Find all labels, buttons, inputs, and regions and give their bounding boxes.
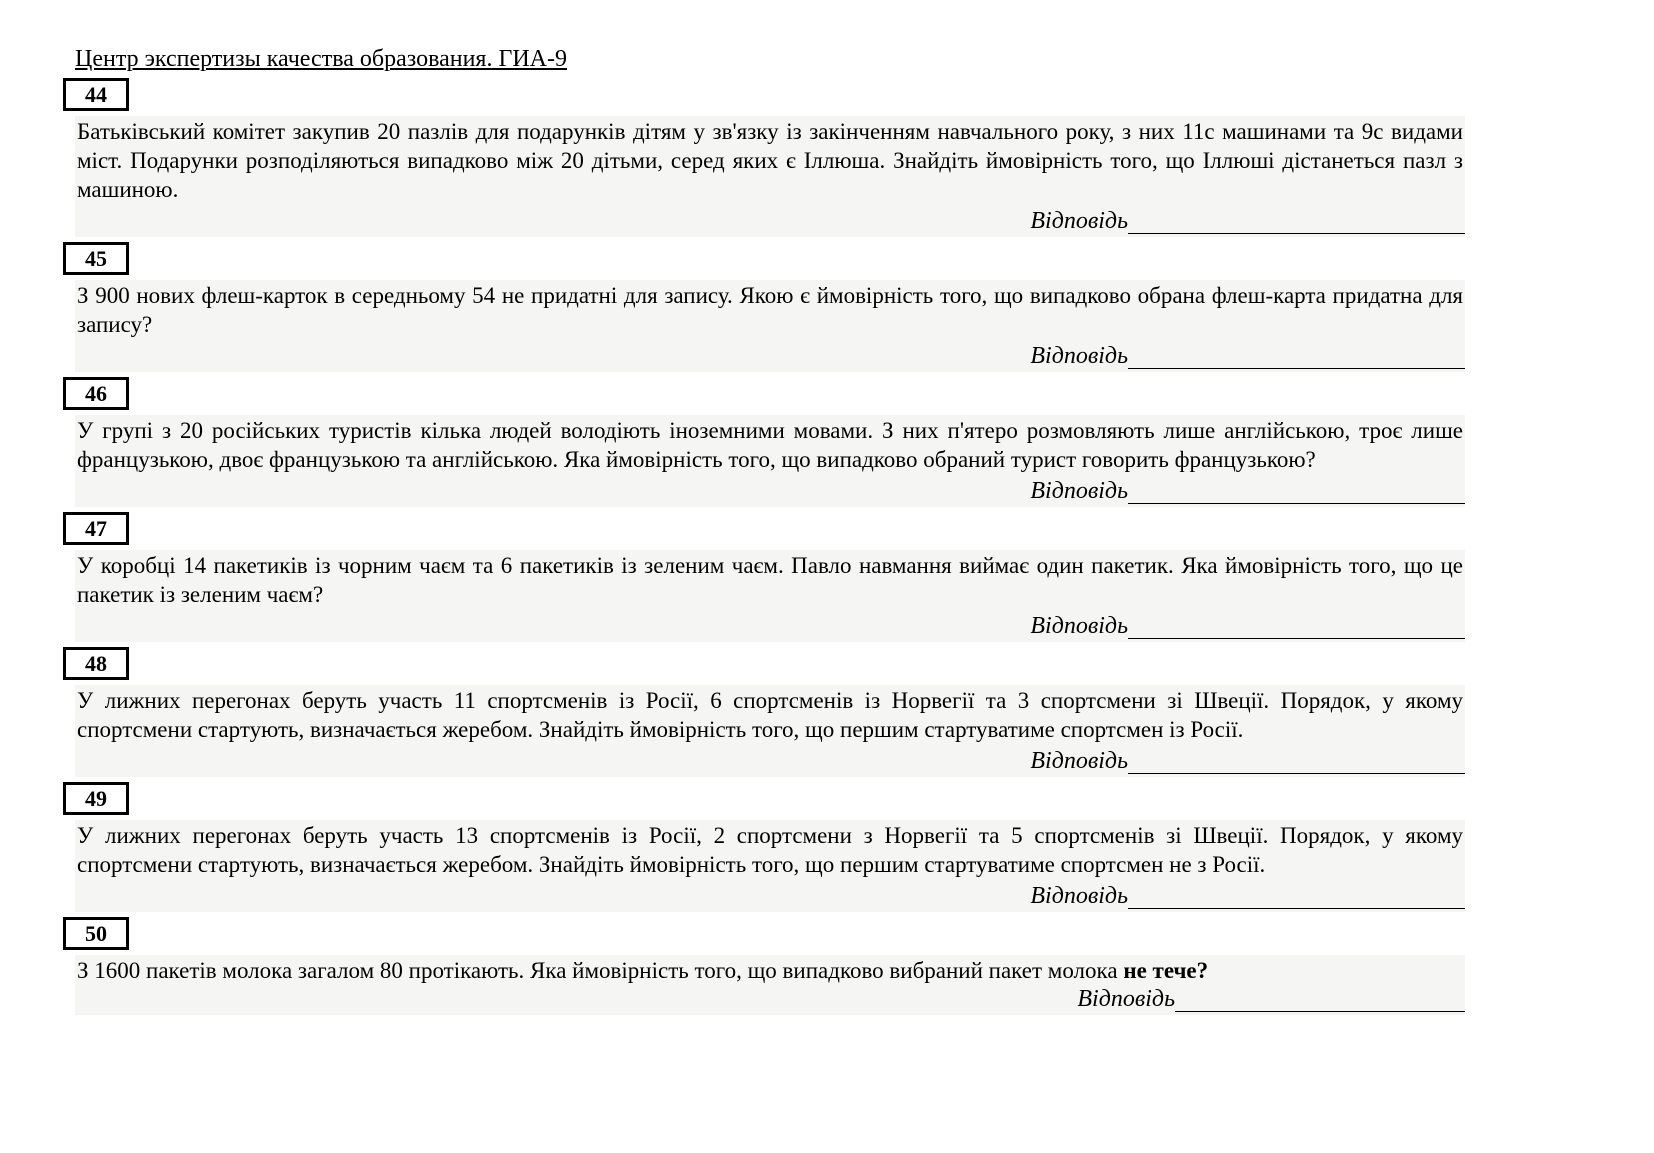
answer-label: Відповідь <box>1030 208 1128 234</box>
problem-text <box>75 280 1465 339</box>
problem-text-main: З 1600 пакетів молока загалом 80 протікають. Яка ймовірність того, що випадково вибраний пакет молока <box>77 958 1124 983</box>
problem-number: 46 <box>85 380 107 406</box>
answer-blank-line <box>1128 747 1465 774</box>
problem-44 <box>75 78 1465 237</box>
answer-row <box>75 879 1465 912</box>
problem-number: 45 <box>85 245 107 271</box>
problem-number: 50 <box>85 920 107 946</box>
problem-text <box>75 955 1465 985</box>
problem-number: 47 <box>85 515 107 541</box>
problem-text-main: У коробці 14 пакетиків із чорним чаєм та 6 пакетиків із зеленим чаєм. Павло навмання виймає один пакетик. Яка ймовірність того, що це пакетик із зеленим чаєм? <box>77 553 1463 607</box>
problem-text-main: Батьківський комітет закупив 20 пазлів для подарунків дітям у зв'язку із закінченням навчального року, з них 11с машинами та 9с видами міст. Подарунки розподіляються випадково між 20 дітьми, серед яких є Іллюша. Знайдіть ймовірність того, що Іллюші дістанеться пазл з машиною. <box>77 119 1463 202</box>
problem-body <box>75 415 1465 507</box>
problem-text-main: У лижних перегонах беруть участь 11 спортсменів із Росії, 6 спортсменів із Норвегії та 3 спортсмени зі Швеції. Порядок, у якому спортсмени стартують, визначається жеребом. Знайдіть ймовірність того, що першим стартуватиме спортсмен із Росії. <box>77 688 1463 742</box>
answer-blank-line <box>1128 207 1465 234</box>
problem-body <box>75 685 1465 777</box>
problem-46 <box>75 377 1465 507</box>
problem-body <box>75 280 1465 372</box>
problem-49 <box>75 782 1465 912</box>
problem-number-box <box>63 782 129 815</box>
answer-blank-line <box>1175 985 1465 1012</box>
problem-45 <box>75 242 1465 372</box>
problem-text <box>75 116 1465 204</box>
answer-row <box>75 474 1465 507</box>
problem-text <box>75 415 1465 474</box>
problem-text-main: З 900 нових флеш-карток в середньому 54 не придатні для запису. Якою є ймовірність того, що випадково обрана флеш-карта придатна для запису? <box>77 283 1463 337</box>
problem-body <box>75 550 1465 642</box>
problem-text <box>75 820 1465 879</box>
problem-body <box>75 116 1465 237</box>
document-header: Центр экспертизы качества образования. ГИА-9 <box>75 46 567 72</box>
problem-number: 49 <box>85 785 107 811</box>
answer-label: Відповідь <box>1030 883 1128 909</box>
answer-label: Відповідь <box>1077 986 1175 1012</box>
problem-number-box <box>63 917 129 950</box>
problem-47 <box>75 512 1465 642</box>
answer-label: Відповідь <box>1030 748 1128 774</box>
answer-row <box>75 339 1465 372</box>
answer-blank-line <box>1128 477 1465 504</box>
answer-label: Відповідь <box>1030 613 1128 639</box>
answer-label: Відповідь <box>1030 343 1128 369</box>
answer-blank-line <box>1128 342 1465 369</box>
problem-number-box <box>63 78 129 111</box>
problem-text-bold: не тече? <box>1123 958 1209 983</box>
answer-label: Відповідь <box>1030 478 1128 504</box>
problem-text-main: У лижних перегонах беруть участь 13 спортсменів із Росії, 2 спортсмени з Норвегії та 5 спортсменів зі Швеції. Порядок, у якому спортсмени стартують, визначається жеребом. Знайдіть ймовірність того, що першим стартуватиме спортсмен не з Росії. <box>77 823 1463 877</box>
problem-text-main: У групі з 20 російських туристів кілька людей володіють іноземними мовами. З них п'ятеро розмовляють лише англійською, троє лише французькою, двоє французькою та англійською. Яка ймовірність того, що випадково обраний турист говорить французькою? <box>77 418 1463 472</box>
problem-48 <box>75 647 1465 777</box>
problem-number-box <box>63 242 129 275</box>
problem-body <box>75 820 1465 912</box>
problem-number-box <box>63 647 129 680</box>
problem-body <box>75 955 1465 1015</box>
answer-row <box>75 744 1465 777</box>
answer-blank-line <box>1128 612 1465 639</box>
problem-number-box <box>63 377 129 410</box>
problem-50 <box>75 917 1465 1015</box>
problem-text <box>75 685 1465 744</box>
answer-row <box>75 204 1465 237</box>
problem-number-box <box>63 512 129 545</box>
problem-number: 48 <box>85 650 107 676</box>
answer-blank-line <box>1128 882 1465 909</box>
answer-row <box>75 609 1465 642</box>
problem-text <box>75 550 1465 609</box>
answer-row <box>75 985 1465 1015</box>
problem-number: 44 <box>85 81 107 107</box>
